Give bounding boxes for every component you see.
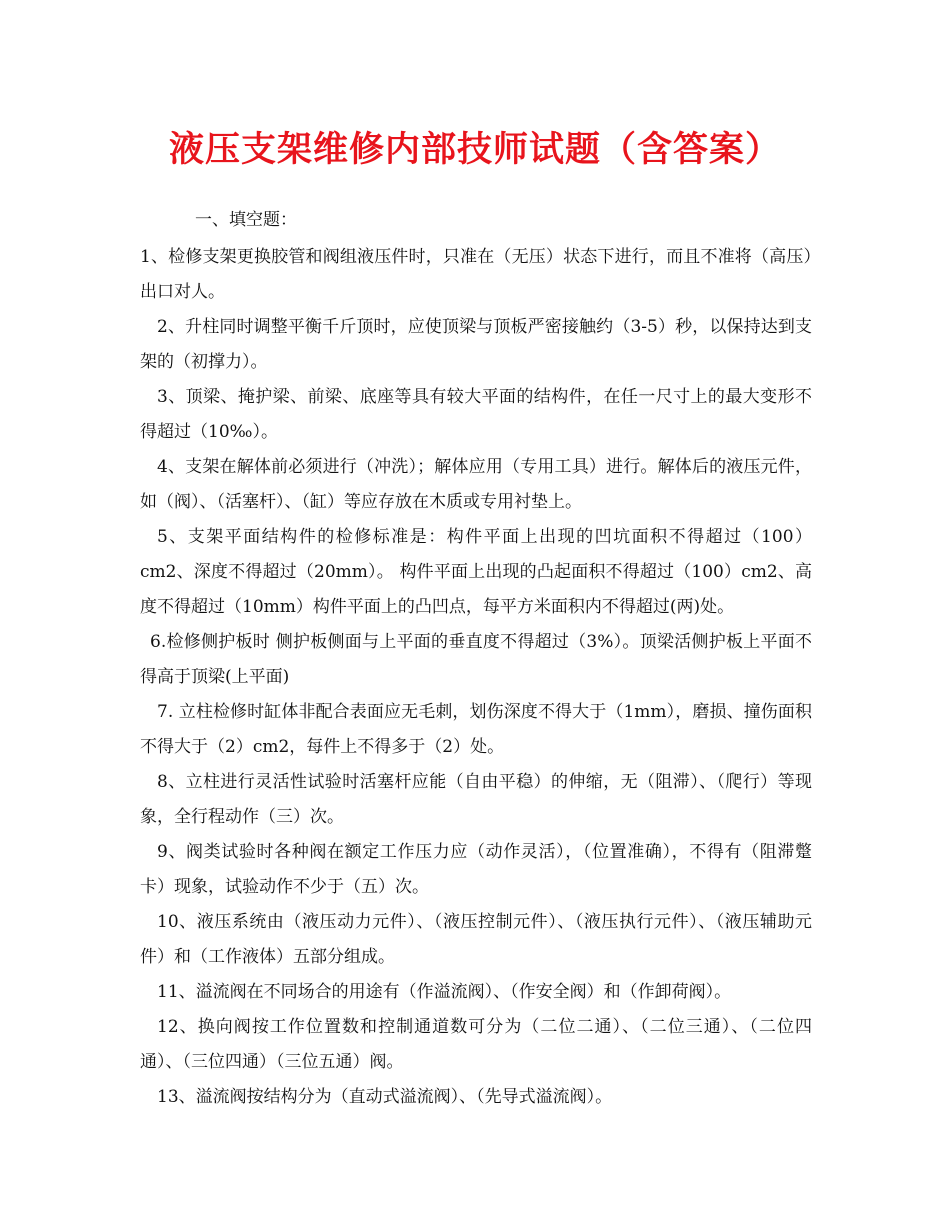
- question-item-13: 13、溢流阀按结构分为（直动式溢流阀）、（先导式溢流阀）。: [157, 1087, 613, 1107]
- question-item-4: 4、支架在解体前必须进行（冲洗）；解体应用（专用工具）进行。解体后的液压元件，如（阀）、（活塞杆）、（缸）等应存放在木质或专用衬垫上。: [140, 457, 812, 512]
- document-title: 液压支架维修内部技师试题（含答案）: [168, 129, 781, 170]
- question-item-6: 6.检修侧护板时 侧护板侧面与上平面的垂直度不得超过（3%）。顶梁活侧护板上平面不得高于顶梁(上平面): [140, 632, 812, 687]
- question-list: [140, 240, 812, 1115]
- question-item-5: 5、支架平面结构件的检修标准是：构件平面上出现的凹坑面积不得超过（100）cm2、深度不得超过（20mm）。 构件平面上出现的凸起面积不得超过（100）cm2、高度不得超过（10mm）构件平面上的凸凹点，每平方米面积内不得超过(两)处。: [140, 527, 812, 617]
- question-item-8: 8、立柱进行灵活性试验时活塞杆应能（自由平稳）的伸缩，无（阻滞）、（爬行）等现象，全行程动作（三）次。: [140, 772, 812, 827]
- question-item-3: 3、顶梁、掩护梁、前梁、底座等具有较大平面的结构件，在任一尺寸上的最大变形不得超过（10‰）。: [140, 387, 812, 442]
- question-item-11: 11、溢流阀在不同场合的用途有（作溢流阀）、（作安全阀）和（作卸荷阀）。: [157, 982, 732, 1002]
- section-heading: 一、填空题：: [195, 210, 297, 230]
- question-item-12: 12、换向阀按工作位置数和控制通道数可分为（二位二通）、（二位三通）、（二位四通）、（三位四通）（三位五通）阀。: [140, 1017, 812, 1072]
- question-item-1: 1、检修支架更换胶管和阀组液压件时，只准在（无压）状态下进行，而且不准将（高压）出口对人。: [140, 247, 812, 302]
- question-item-10: 10、液压系统由（液压动力元件）、（液压控制元件）、（液压执行元件）、（液压辅助元件）和（工作液体）五部分组成。: [140, 912, 812, 967]
- question-item-7: 7. 立柱检修时缸体非配合表面应无毛刺，划伤深度不得大于（1mm），磨损、撞伤面积不得大于（2）cm2，每件上不得多于（2）处。: [140, 702, 812, 757]
- question-item-2: 2、升柱同时调整平衡千斤顶时，应使顶梁与顶板严密接触约（3-5）秒，以保持达到支架的（初撑力）。: [140, 317, 812, 372]
- question-item-9: 9、阀类试验时各种阀在额定工作压力应（动作灵活），（位置准确），不得有（阻滞蹩卡）现象，试验动作不少于（五）次。: [140, 842, 812, 897]
